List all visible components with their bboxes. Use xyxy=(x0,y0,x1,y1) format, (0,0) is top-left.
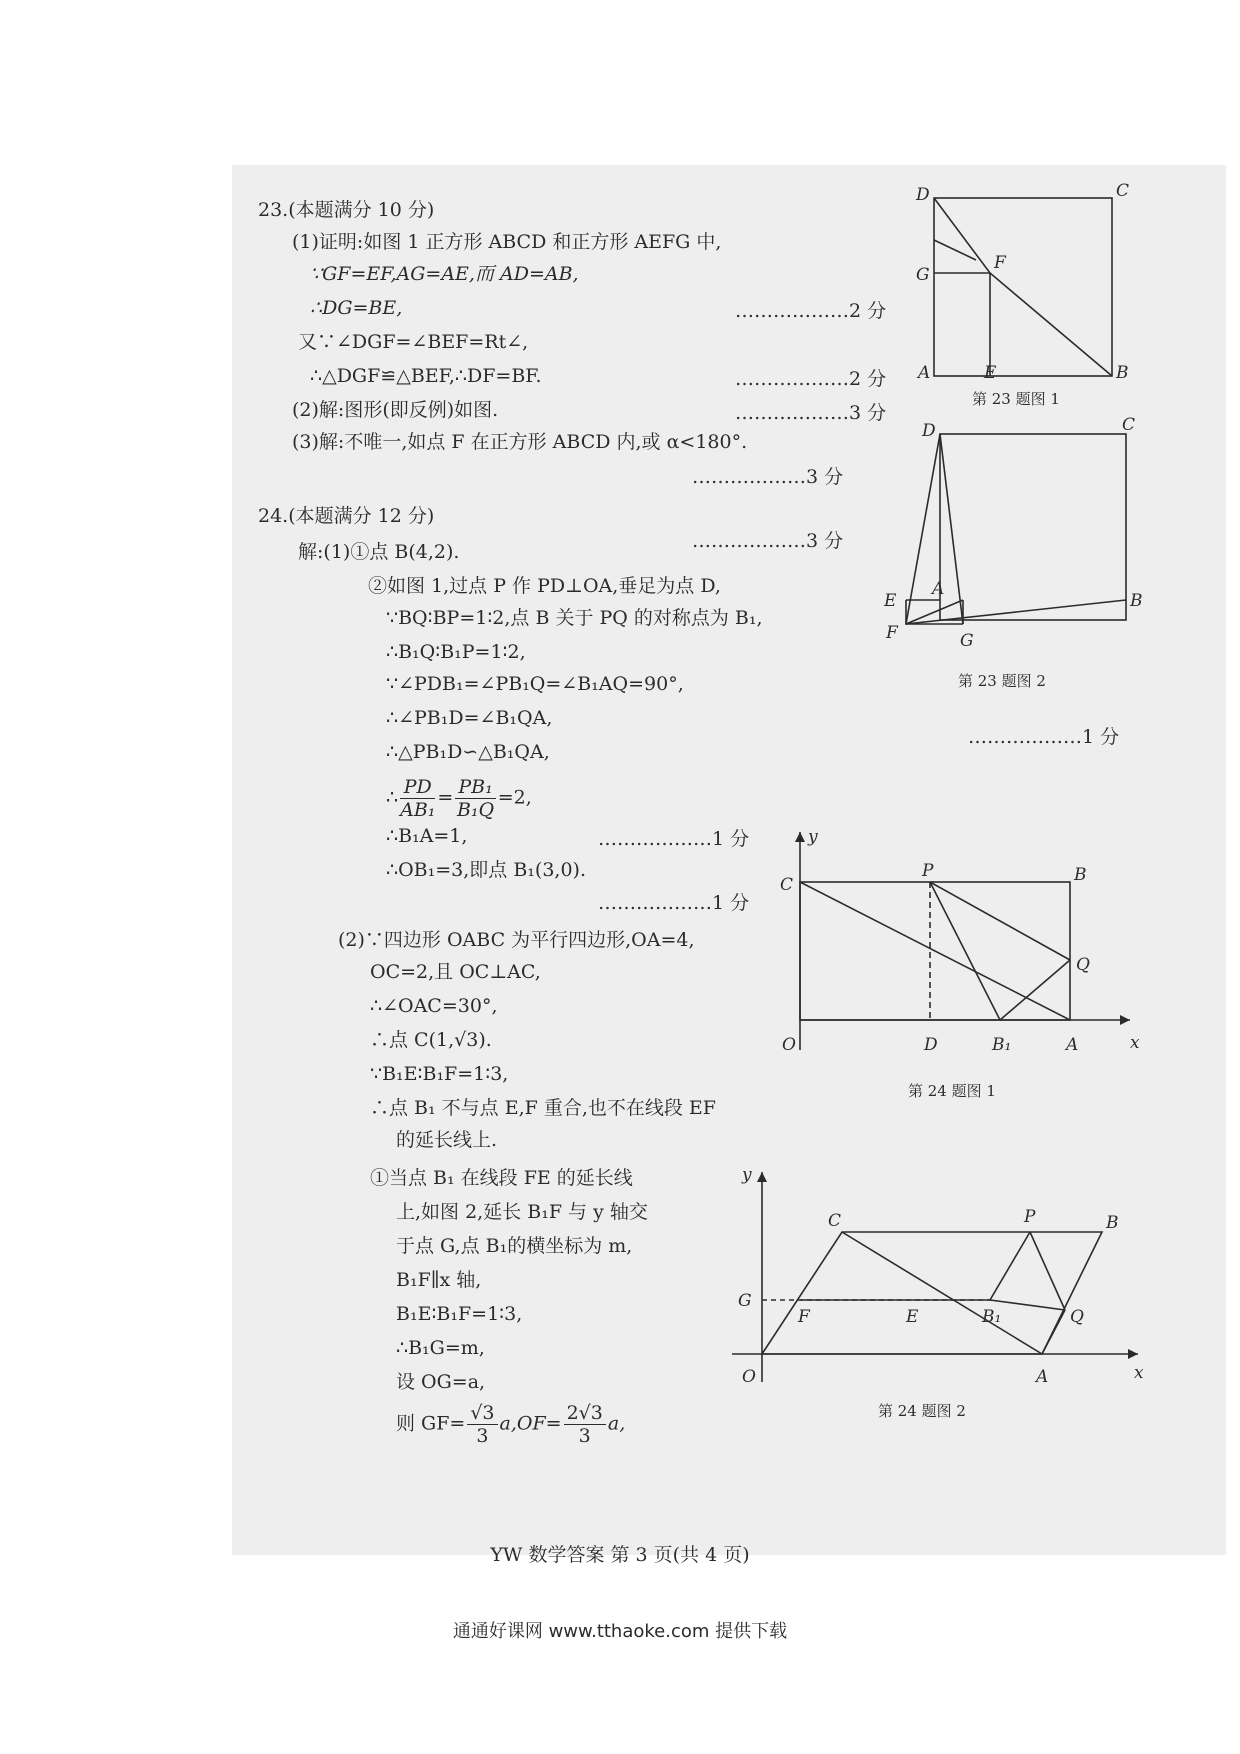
fig24-2-label-b1: B₁ xyxy=(982,1307,1002,1327)
fig24-2-label-p: P xyxy=(1024,1207,1036,1227)
q23-score-2: ………………2 分 xyxy=(735,368,887,390)
fig24-2-diagram xyxy=(720,1160,1150,1392)
q24-score-2: ………………1 分 xyxy=(598,828,750,850)
q23-line-7: (3)解:不唯一,如点 F 在正方形 ABCD 内,或 α<180°. xyxy=(292,431,748,453)
fig24-2-label-b: B xyxy=(1106,1213,1119,1233)
fig24-2-label-e: E xyxy=(906,1307,919,1327)
q24-line-23: 设 OG=a, xyxy=(396,1371,486,1393)
q23-line-3: ∴DG=BE, xyxy=(310,297,403,319)
fig23-1-label-e: E xyxy=(984,363,997,383)
fig24-1-label-c: C xyxy=(780,875,794,895)
fig24-1-label-q: Q xyxy=(1076,955,1090,975)
fig23-1-caption: 第 23 题图 1 xyxy=(972,390,1060,408)
fig24-1-label-a: A xyxy=(1066,1035,1079,1055)
q24-line-16: 的延长线上. xyxy=(396,1129,498,1151)
q24-header: 24.(本题满分 12 分) xyxy=(258,505,435,527)
q24-line-11: OC=2,且 OC⊥AC, xyxy=(370,961,541,983)
fig24-2-label-x: x xyxy=(1134,1363,1144,1383)
fig24-2-label-f: F xyxy=(798,1307,810,1327)
q24-last: 则 GF= $\frac{√3}{3}$ a,OF= $\frac{2√3}{3}$ a, xyxy=(396,1402,626,1447)
q24-line-12: ∴∠OAC=30°, xyxy=(370,995,498,1017)
q23-score-4: ………………3 分 xyxy=(692,466,844,488)
fig23-1-label-f: F xyxy=(994,253,1006,273)
q23-line-5: ∴△DGF≌△BEF,∴DF=BF. xyxy=(310,365,542,387)
q24-line-7: ∴△PB₁D∽△B₁QA, xyxy=(386,741,550,763)
fig23-2-label-g: G xyxy=(960,631,974,651)
fig23-1-label-d: D xyxy=(916,185,930,205)
fig24-2-caption: 第 24 题图 2 xyxy=(878,1402,966,1420)
page-footer: YW 数学答案 第 3 页(共 4 页) xyxy=(490,1544,750,1566)
fig23-2-label-b: B xyxy=(1130,591,1143,611)
q23-score-1: ………………2 分 xyxy=(735,300,887,322)
q24-ratio: ∴ $\frac{PD}{\text{AB₁}}$ = $\frac{\text{PB₁}}{\text{B₁Q}}$ =2, xyxy=(386,776,532,821)
q24-line-14: ∵B₁E∶B₁F=1∶3, xyxy=(370,1063,509,1085)
fig23-2-label-e: E xyxy=(884,591,897,611)
q24-line-8: ∴B₁A=1, xyxy=(386,825,468,847)
fig24-2-label-y: y xyxy=(742,1165,752,1185)
fig23-1-label-c: C xyxy=(1116,181,1130,201)
q23-line-2: ∵GF=EF,AG=AE,而 AD=AB, xyxy=(310,263,579,285)
q23-header: 23.(本题满分 10 分) xyxy=(258,199,435,221)
q24-line-15: ∴点 B₁ 不与点 E,F 重合,也不在线段 EF xyxy=(370,1097,716,1119)
q23-line-1: (1)证明:如图 1 正方形 ABCD 和正方形 AEFG 中, xyxy=(292,231,722,253)
q24-line-13: ∴点 C(1,√3). xyxy=(370,1029,492,1051)
q24-score-4: ………………1 分 xyxy=(968,726,1120,748)
q24-line-3: ∵BQ∶BP=1∶2,点 B 关于 PQ 的对称点为 B₁, xyxy=(386,607,763,629)
q24-line-10: (2)∵四边形 OABC 为平行四边形,OA=4, xyxy=(338,929,695,951)
fig23-2-label-a: A xyxy=(932,579,945,599)
fig24-1-label-d: D xyxy=(924,1035,938,1055)
q24-line-18: 上,如图 2,延长 B₁F 与 y 轴交 xyxy=(396,1201,648,1223)
fig24-2-label-g: G xyxy=(738,1291,752,1311)
fig24-1-label-o: O xyxy=(782,1035,796,1055)
q24-line-1: 解:(1)①点 B(4,2). xyxy=(298,541,460,563)
fig23-2-label-d: D xyxy=(922,421,936,441)
q23-line-6: (2)解:图形(即反例)如图. xyxy=(292,399,499,421)
fig23-2-label-f: F xyxy=(886,623,898,643)
q24-line-4: ∴B₁Q∶B₁P=1∶2, xyxy=(386,641,526,663)
fig23-1-label-a: A xyxy=(918,363,931,383)
fig23-2-caption: 第 23 题图 2 xyxy=(958,672,1046,690)
fig24-1-label-b: B xyxy=(1074,865,1087,885)
q24-line-6: ∴∠PB₁D=∠B₁QA, xyxy=(386,707,553,729)
fig23-2-diagram xyxy=(868,414,1148,664)
q24-line-9: ∴OB₁=3,即点 B₁(3,0). xyxy=(386,859,586,881)
source-line: 通通好课网 www.tthaoke.com 提供下载 xyxy=(452,1621,788,1642)
fig24-2-label-a: A xyxy=(1036,1367,1049,1387)
q24-line-21: B₁E∶B₁F=1∶3, xyxy=(396,1303,523,1325)
fig24-1-caption: 第 24 题图 1 xyxy=(908,1082,996,1100)
fig23-1-diagram xyxy=(910,180,1130,385)
fig23-1-label-g: G xyxy=(916,265,930,285)
fig24-1-label-p: P xyxy=(922,861,934,881)
fig24-2-label-q: Q xyxy=(1070,1307,1084,1327)
q24-score-1: ………………3 分 xyxy=(692,530,844,552)
q23-score-3: ………………3 分 xyxy=(735,402,887,424)
fig24-1-label-x: x xyxy=(1130,1033,1140,1053)
q24-line-17: ①当点 B₁ 在线段 FE 的延长线 xyxy=(370,1167,633,1189)
fig24-1-diagram xyxy=(770,820,1150,1060)
fig24-2-label-c: C xyxy=(828,1211,842,1231)
q24-score-3: ………………1 分 xyxy=(598,892,750,914)
fig24-1-label-y: y xyxy=(808,827,818,847)
fig23-1-label-b: B xyxy=(1116,363,1129,383)
q24-line-2: ②如图 1,过点 P 作 PD⊥OA,垂足为点 D, xyxy=(368,575,721,597)
q24-line-19: 于点 G,点 B₁的横坐标为 m, xyxy=(396,1235,633,1257)
fig24-1-label-b1: B₁ xyxy=(992,1035,1012,1055)
fig24-2-label-o: O xyxy=(742,1367,756,1387)
fig23-2-label-c: C xyxy=(1122,415,1136,435)
q24-line-5: ∵∠PDB₁=∠PB₁Q=∠B₁AQ=90°, xyxy=(386,673,684,695)
q23-line-4: 又∵∠DGF=∠BEF=Rt∠, xyxy=(298,331,529,353)
q24-line-20: B₁F∥x 轴, xyxy=(396,1269,482,1291)
q24-line-22: ∴B₁G=m, xyxy=(396,1337,485,1359)
